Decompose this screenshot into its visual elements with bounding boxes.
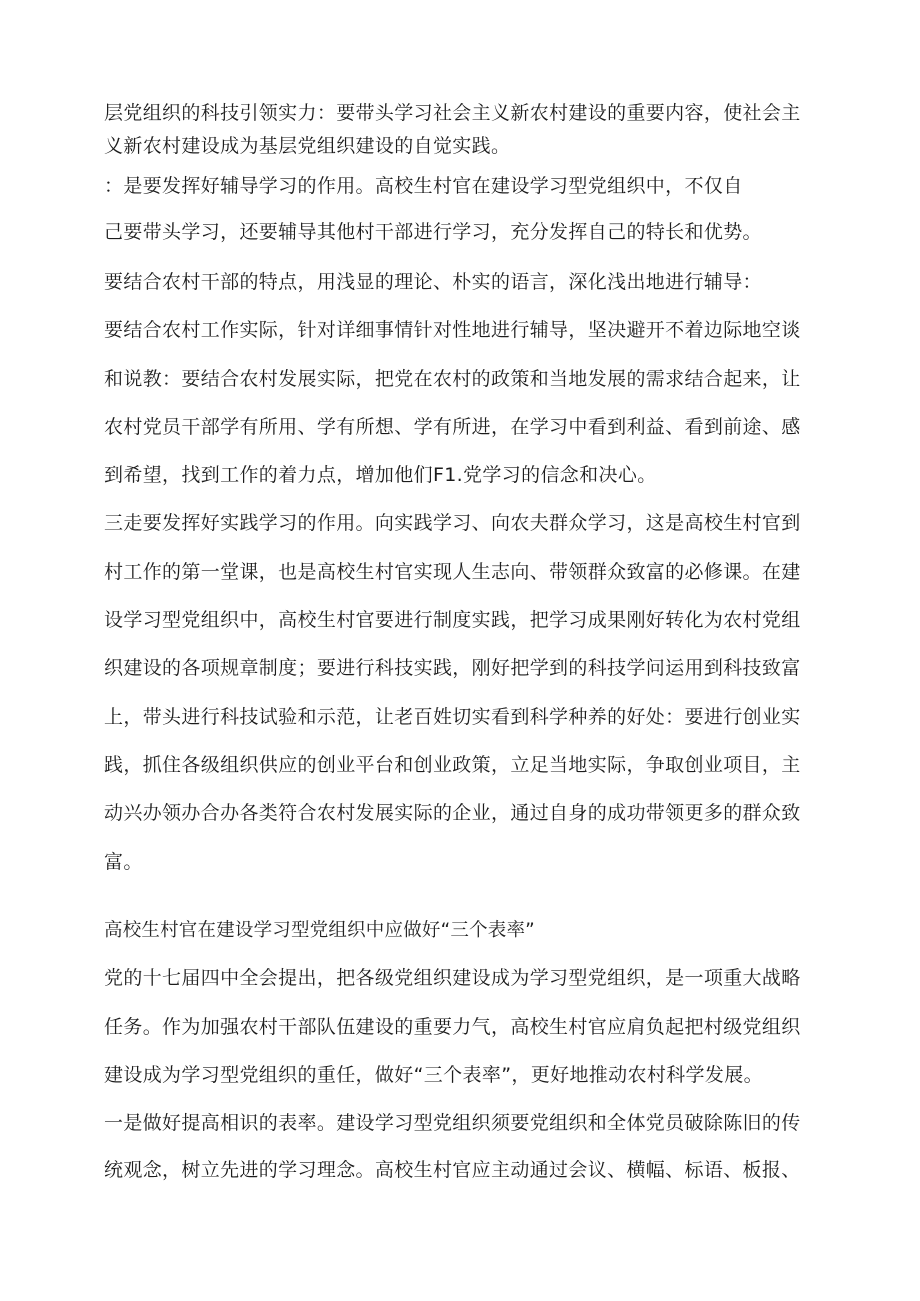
text-line: 要结合农村工作实际，针对详细事情针对性地进行辅导，坚决避开不着边际地空谈 <box>104 319 801 341</box>
text-line: 党的十七届四中全会提出，把各级党组织建设成为学习型党组织，是一项重大战略 <box>104 967 801 989</box>
text-line: 要结合农村干部的特点，用浅显的理论、朴实的语言，深化浅出地进行辅导： <box>104 271 762 293</box>
text-line: 和说教：要结合农村发展实际，把党在农村的政策和当地发展的需求结合起来，让 <box>104 368 801 390</box>
text-line: 三走要发挥好实践学习的作用。向实践学习、向农夫群众学习，这是高校生村官到 <box>104 512 801 534</box>
text-line: 动兴办领办合办各类符合农村发展实际的企业，通过自身的成功带领更多的群众致 <box>104 802 801 824</box>
text-line: 任务。作为加强农村干部队伍建设的重要力气，高校生村官应肩负起把村级党组织 <box>104 1016 801 1038</box>
text-line: 富。 <box>104 851 143 873</box>
text-line: 践，抓住各级组织供应的创业平台和创业政策，立足当地实际，争取创业项目，主 <box>104 754 801 776</box>
text-line: 建设成为学习型党组织的重任，做好“三个表率”，更好地推动农村科学发展。 <box>104 1064 763 1086</box>
section-title: 高校生村官在建设学习型党组织中应做好“三个表率” <box>104 920 535 941</box>
text-line: 己要带头学习，还要辅导其他村干部进行学习，充分发挥自己的特长和优势。 <box>104 221 762 243</box>
text-line: 织建设的各项规章制度；要进行科技实践，刚好把学到的科技学问运用到科技致富 <box>104 657 801 679</box>
text-line: 农村党员干部学有所用、学有所想、学有所进，在学习中看到利益、看到前途、感 <box>104 416 801 438</box>
text-line: 到希望，找到工作的着力点，增加他们F1.党学习的信念和决心。 <box>104 464 657 486</box>
text-line: 设学习型党组织中，高校生村官要进行制度实践，把学习成果刚好转化为农村党组 <box>104 609 801 631</box>
text-line: 统观念，树立先进的学习理念。高校生村官应主动通过会议、横幅、标语、板报、 <box>104 1159 801 1181</box>
text-line: 义新农村建设成为基层党组织建设的自觉实践。 <box>104 135 511 157</box>
text-line: 层党组织的科技引领实力：要带头学习社会主义新农村建设的重要内容，使社会主 <box>104 102 801 124</box>
text-line: 一是做好提高相识的表率。建设学习型党组织须要党组织和全体党员破除陈旧的传 <box>104 1112 801 1134</box>
text-line: ：是要发挥好辅导学习的作用。高校生村官在建设学习型党组织中，不仅自 <box>104 175 743 197</box>
text-line: 村工作的第一堂课，也是高校生村官实现人生志向、带领群众致富的必修课。在建 <box>104 561 801 583</box>
text-line: 上，带头进行科技试验和示范，让老百姓切实看到科学种养的好处：要进行创业实 <box>104 706 801 728</box>
